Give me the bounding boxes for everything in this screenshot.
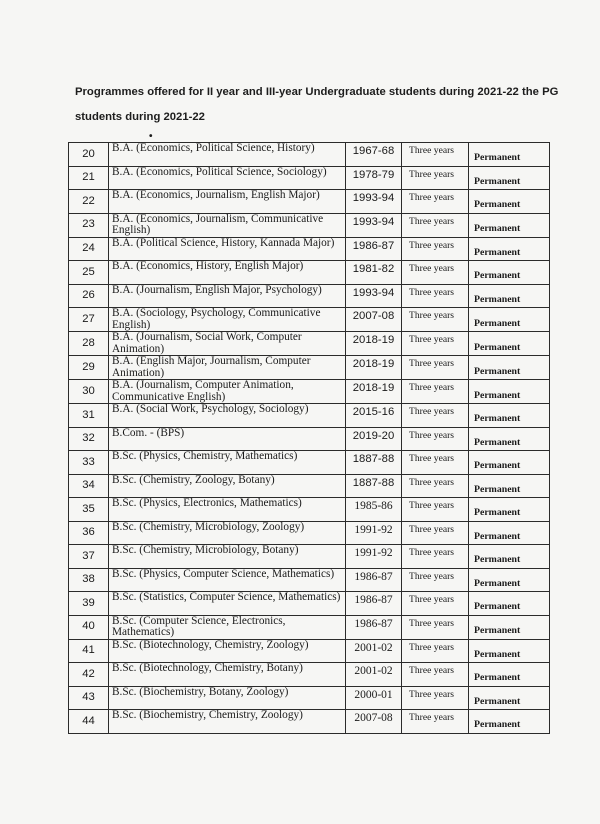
duration: Three years xyxy=(402,451,469,475)
table-row xyxy=(69,332,550,356)
duration: Three years xyxy=(402,190,469,214)
row-number: 42 xyxy=(69,663,109,687)
duration: Three years xyxy=(402,615,469,639)
start-year: 1991-92 xyxy=(346,545,402,569)
programmes-table-body xyxy=(69,143,550,734)
status: Permanent xyxy=(469,404,550,428)
row-number: 36 xyxy=(69,521,109,545)
row-number: 38 xyxy=(69,568,109,592)
duration: Three years xyxy=(402,213,469,237)
programme-name: B.A. (Journalism, Social Work, Computer Animation) xyxy=(109,332,346,356)
status: Permanent xyxy=(469,213,550,237)
status: Permanent xyxy=(469,166,550,190)
start-year: 1986-87 xyxy=(346,568,402,592)
duration: Three years xyxy=(402,568,469,592)
table-row xyxy=(69,663,550,687)
status: Permanent xyxy=(469,284,550,308)
row-number: 43 xyxy=(69,686,109,710)
row-number: 25 xyxy=(69,261,109,285)
programme-name: B.A. (Economics, History, English Major) xyxy=(109,261,346,285)
duration: Three years xyxy=(402,427,469,451)
programme-name: B.A. (Economics, Political Science, History) xyxy=(109,143,346,167)
status: Permanent xyxy=(469,380,550,404)
status: Permanent xyxy=(469,308,550,332)
start-year: 1993-94 xyxy=(346,213,402,237)
page-heading xyxy=(75,80,575,142)
duration: Three years xyxy=(402,380,469,404)
row-number: 41 xyxy=(69,639,109,663)
table-row xyxy=(69,143,550,167)
programme-name: B.A. (Economics, Journalism, English Major) xyxy=(109,190,346,214)
table-row xyxy=(69,474,550,498)
start-year: 2018-19 xyxy=(346,356,402,380)
table-row xyxy=(69,521,550,545)
start-year: 1986-87 xyxy=(346,237,402,261)
start-year: 2000-01 xyxy=(346,686,402,710)
row-number: 28 xyxy=(69,332,109,356)
programme-name: B.Sc. (Biochemistry, Botany, Zoology) xyxy=(109,686,346,710)
programme-name: B.A. (Social Work, Psychology, Sociology) xyxy=(109,404,346,428)
status: Permanent xyxy=(469,190,550,214)
table-row xyxy=(69,710,550,734)
status: Permanent xyxy=(469,545,550,569)
duration: Three years xyxy=(402,663,469,687)
row-number: 27 xyxy=(69,308,109,332)
programme-name: B.A. (English Major, Journalism, Computer Animation) xyxy=(109,356,346,380)
status: Permanent xyxy=(469,474,550,498)
duration: Three years xyxy=(402,261,469,285)
programmes-table xyxy=(68,142,550,734)
row-number: 33 xyxy=(69,451,109,475)
table-row xyxy=(69,427,550,451)
row-number: 21 xyxy=(69,166,109,190)
stray-dot: • xyxy=(149,131,153,142)
start-year: 1993-94 xyxy=(346,284,402,308)
programme-name: B.A. (Journalism, Computer Animation, Communicative English) xyxy=(109,380,346,404)
start-year: 2018-19 xyxy=(346,380,402,404)
duration: Three years xyxy=(402,284,469,308)
programme-name: B.Sc. (Biochemistry, Chemistry, Zoology) xyxy=(109,710,346,734)
status: Permanent xyxy=(469,710,550,734)
row-number: 37 xyxy=(69,545,109,569)
row-number: 20 xyxy=(69,143,109,167)
duration: Three years xyxy=(402,404,469,428)
table-row xyxy=(69,237,550,261)
programme-name: B.Sc. (Chemistry, Microbiology, Botany) xyxy=(109,545,346,569)
table-row xyxy=(69,592,550,616)
start-year: 2007-08 xyxy=(346,710,402,734)
duration: Three years xyxy=(402,710,469,734)
row-number: 35 xyxy=(69,498,109,522)
table-row xyxy=(69,639,550,663)
programme-name: B.A. (Economics, Political Science, Sociology) xyxy=(109,166,346,190)
start-year: 1986-87 xyxy=(346,615,402,639)
status: Permanent xyxy=(469,639,550,663)
table-row xyxy=(69,261,550,285)
duration: Three years xyxy=(402,474,469,498)
row-number: 31 xyxy=(69,404,109,428)
start-year: 2001-02 xyxy=(346,639,402,663)
status: Permanent xyxy=(469,686,550,710)
programme-name: B.Sc. (Biotechnology, Chemistry, Zoology) xyxy=(109,639,346,663)
row-number: 44 xyxy=(69,710,109,734)
start-year: 2015-16 xyxy=(346,404,402,428)
status: Permanent xyxy=(469,451,550,475)
duration: Three years xyxy=(402,166,469,190)
programme-name: B.Sc. (Chemistry, Microbiology, Zoology) xyxy=(109,521,346,545)
duration: Three years xyxy=(402,308,469,332)
table-row xyxy=(69,686,550,710)
start-year: 2001-02 xyxy=(346,663,402,687)
row-number: 26 xyxy=(69,284,109,308)
table-row xyxy=(69,451,550,475)
row-number: 32 xyxy=(69,427,109,451)
row-number: 22 xyxy=(69,190,109,214)
table-row xyxy=(69,498,550,522)
programme-name: B.Sc. (Physics, Electronics, Mathematics) xyxy=(109,498,346,522)
duration: Three years xyxy=(402,521,469,545)
start-year: 2018-19 xyxy=(346,332,402,356)
heading-line-2: students during 2021-22 xyxy=(75,111,205,123)
status: Permanent xyxy=(469,356,550,380)
status: Permanent xyxy=(469,663,550,687)
programme-name: B.A. (Economics, Journalism, Communicative English) xyxy=(109,213,346,237)
table-row xyxy=(69,190,550,214)
table-row xyxy=(69,308,550,332)
status: Permanent xyxy=(469,427,550,451)
start-year: 2019-20 xyxy=(346,427,402,451)
status: Permanent xyxy=(469,261,550,285)
duration: Three years xyxy=(402,143,469,167)
duration: Three years xyxy=(402,592,469,616)
row-number: 23 xyxy=(69,213,109,237)
table-row xyxy=(69,568,550,592)
duration: Three years xyxy=(402,686,469,710)
status: Permanent xyxy=(469,332,550,356)
programme-name: B.Com. - (BPS) xyxy=(109,427,346,451)
status: Permanent xyxy=(469,592,550,616)
programme-name: B.Sc. (Biotechnology, Chemistry, Botany) xyxy=(109,663,346,687)
start-year: 1967-68 xyxy=(346,143,402,167)
start-year: 2007-08 xyxy=(346,308,402,332)
duration: Three years xyxy=(402,237,469,261)
programme-name: B.A. (Journalism, English Major, Psychology) xyxy=(109,284,346,308)
status: Permanent xyxy=(469,568,550,592)
programme-name: B.Sc. (Computer Science, Electronics, Mathematics) xyxy=(109,615,346,639)
table-row xyxy=(69,404,550,428)
start-year: 1978-79 xyxy=(346,166,402,190)
programme-name: B.A. (Sociology, Psychology, Communicative English) xyxy=(109,308,346,332)
row-number: 29 xyxy=(69,356,109,380)
status: Permanent xyxy=(469,498,550,522)
table-row xyxy=(69,356,550,380)
status: Permanent xyxy=(469,237,550,261)
row-number: 40 xyxy=(69,615,109,639)
status: Permanent xyxy=(469,143,550,167)
start-year: 1986-87 xyxy=(346,592,402,616)
status: Permanent xyxy=(469,521,550,545)
duration: Three years xyxy=(402,356,469,380)
start-year: 1887-88 xyxy=(346,451,402,475)
start-year: 1981-82 xyxy=(346,261,402,285)
row-number: 39 xyxy=(69,592,109,616)
table-row xyxy=(69,545,550,569)
start-year: 1985-86 xyxy=(346,498,402,522)
start-year: 1991-92 xyxy=(346,521,402,545)
row-number: 30 xyxy=(69,380,109,404)
programme-name: B.Sc. (Chemistry, Zoology, Botany) xyxy=(109,474,346,498)
table-row xyxy=(69,213,550,237)
programme-name: B.A. (Political Science, History, Kannada Major) xyxy=(109,237,346,261)
duration: Three years xyxy=(402,498,469,522)
start-year: 1993-94 xyxy=(346,190,402,214)
start-year: 1887-88 xyxy=(346,474,402,498)
duration: Three years xyxy=(402,639,469,663)
table-row xyxy=(69,166,550,190)
heading-line-1: Programmes offered for II year and III-year Undergraduate students during 2021-22 the PG xyxy=(75,86,559,98)
row-number: 24 xyxy=(69,237,109,261)
table-row xyxy=(69,284,550,308)
duration: Three years xyxy=(402,332,469,356)
programme-name: B.Sc. (Statistics, Computer Science, Mathematics) xyxy=(109,592,346,616)
row-number: 34 xyxy=(69,474,109,498)
table-row xyxy=(69,380,550,404)
duration: Three years xyxy=(402,545,469,569)
programme-name: B.Sc. (Physics, Chemistry, Mathematics) xyxy=(109,451,346,475)
table-row xyxy=(69,615,550,639)
programme-name: B.Sc. (Physics, Computer Science, Mathematics) xyxy=(109,568,346,592)
status: Permanent xyxy=(469,615,550,639)
